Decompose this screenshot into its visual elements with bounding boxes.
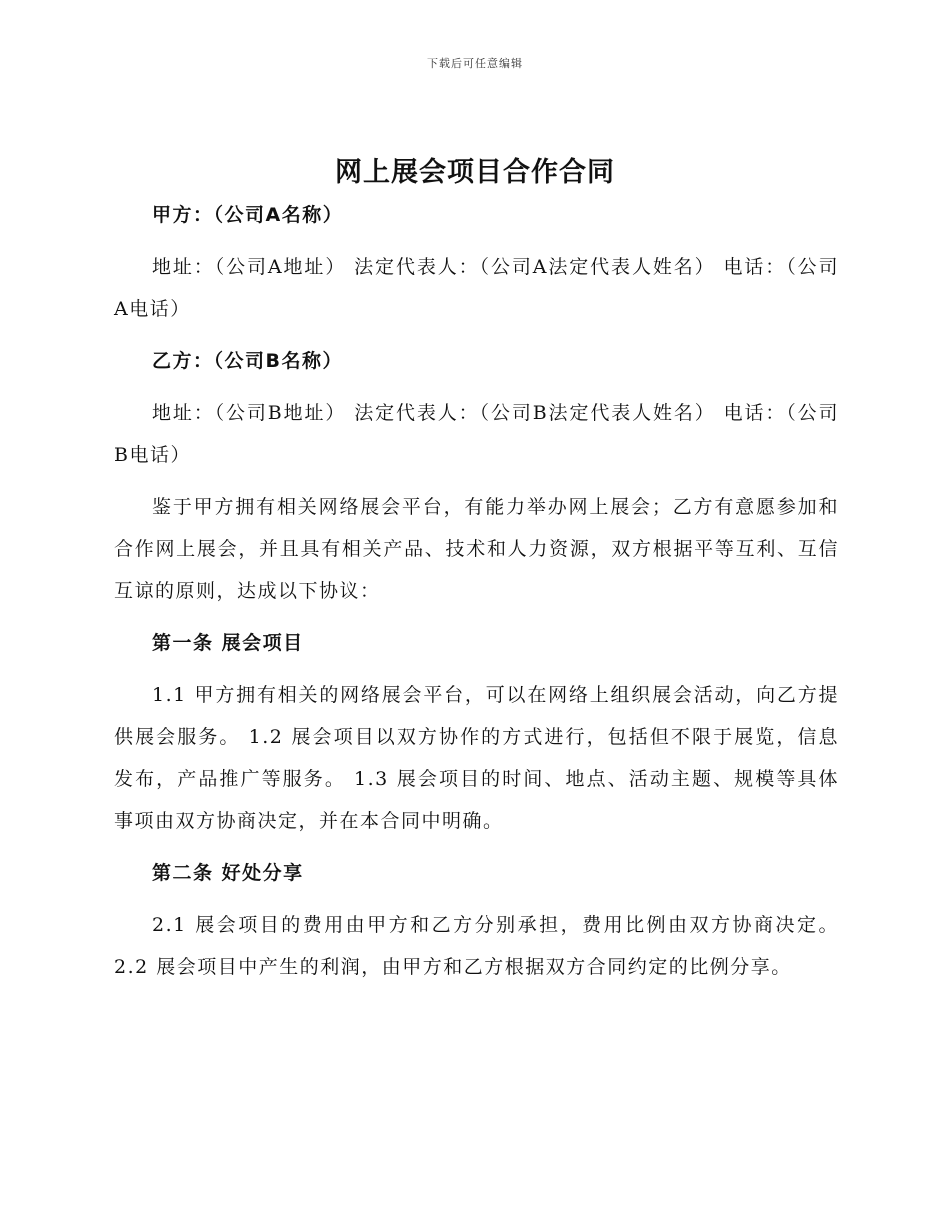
preamble-paragraph: 鉴于甲方拥有相关网络展会平台，有能力举办网上展会；乙方有意愿参加和合作网上展会，并且具有相关产品、技术和人力资源，双方根据平等互利、互信互谅的原则，达成以下协议： xyxy=(114,496,839,602)
document-title: 网上展会项目合作合同 xyxy=(335,157,615,188)
party-b-info: 地址：（公司B地址） 法定代表人：（公司B法定代表人姓名） 电话：（公司B电话） xyxy=(114,402,839,466)
article-2-body: 2.1 展会项目的费用由甲方和乙方分别承担，费用比例由双方协商决定。2.2 展会项目中产生的利润，由甲方和乙方根据双方合同约定的比例分享。 xyxy=(114,914,839,978)
document-body xyxy=(114,194,839,988)
article-1-body: 1.1 甲方拥有相关的网络展会平台，可以在网络上组织展会活动，向乙方提供展会服务。 1.2 展会项目以双方协作的方式进行，包括但不限于展览，信息发布，产品推广等服务。 1.3 展会项目的时间、地点、活动主题、规模等具体事项由双方协商决定，并在本合同中明确。 xyxy=(114,684,839,832)
header-note: 下载后可任意编辑 xyxy=(427,57,523,70)
article-2-heading: 第二条 好处分享 xyxy=(152,862,304,884)
article-1-heading: 第一条 展会项目 xyxy=(152,632,304,654)
party-a-info: 地址：（公司A地址） 法定代表人：（公司A法定代表人姓名） 电话：（公司A电话） xyxy=(114,256,839,320)
party-a-heading: 甲方：（公司A名称） xyxy=(152,204,344,226)
party-b-heading: 乙方：（公司B名称） xyxy=(152,350,343,372)
